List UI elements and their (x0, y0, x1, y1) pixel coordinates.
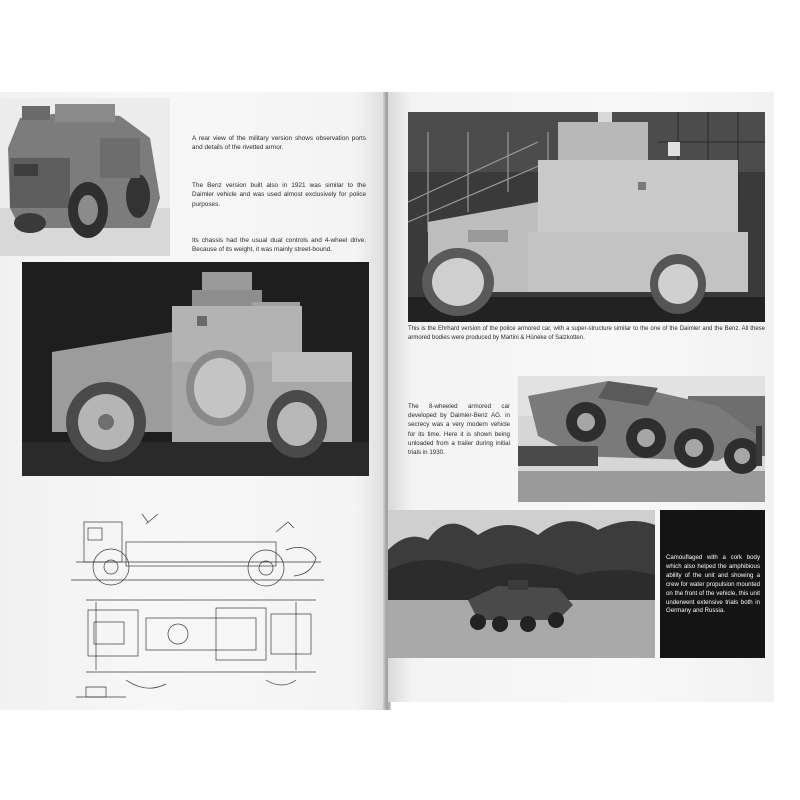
eight-wheeled-car-photo (518, 376, 765, 502)
right-page (388, 92, 774, 702)
caption-camouflaged: Camouflaged with a cork body which also helped the amphibious ability of the unit and showing a crew for water propulsion mounted on the front of the vehicle, this unit underwent extensive trials both in Germany and Russia. (666, 554, 760, 615)
ehrhard-armored-car-photo (408, 112, 765, 322)
left-page (0, 92, 386, 710)
camouflaged-car-photo (388, 510, 655, 658)
caption-benz-1921: The Benz version built also in 1921 was similar to the Daimler vehicle and was used almost exclusively for police purposes. (192, 182, 366, 208)
rear-view-photo (0, 98, 170, 256)
caption-chassis: Its chassis had the usual dual controls and 4-wheel drive. Because of its weight, it was mainly street-bound. (192, 237, 366, 254)
open-book (0, 92, 800, 710)
chassis-blueprint-drawing (66, 502, 328, 710)
caption-eight-wheeled: The 8-wheeled armored car developed by Daimler-Benz AG. in secrecy was a very modern vehicle for its time. Here it is shown being unloaded from a trailer during initial trials in 1930. (408, 403, 510, 457)
caption-rear-view: A rear view of the military version shows observation ports and details of the rivetted armor. (192, 135, 366, 152)
benz-armored-car-photo (22, 262, 369, 476)
caption-ehrhard: This is the Ehrhard version of the police armored car, with a super-structure similar to the one of the Daimler and the Benz. All these armored bodies were produced by Martini & Hüneke of Salzkotten. (408, 326, 765, 341)
